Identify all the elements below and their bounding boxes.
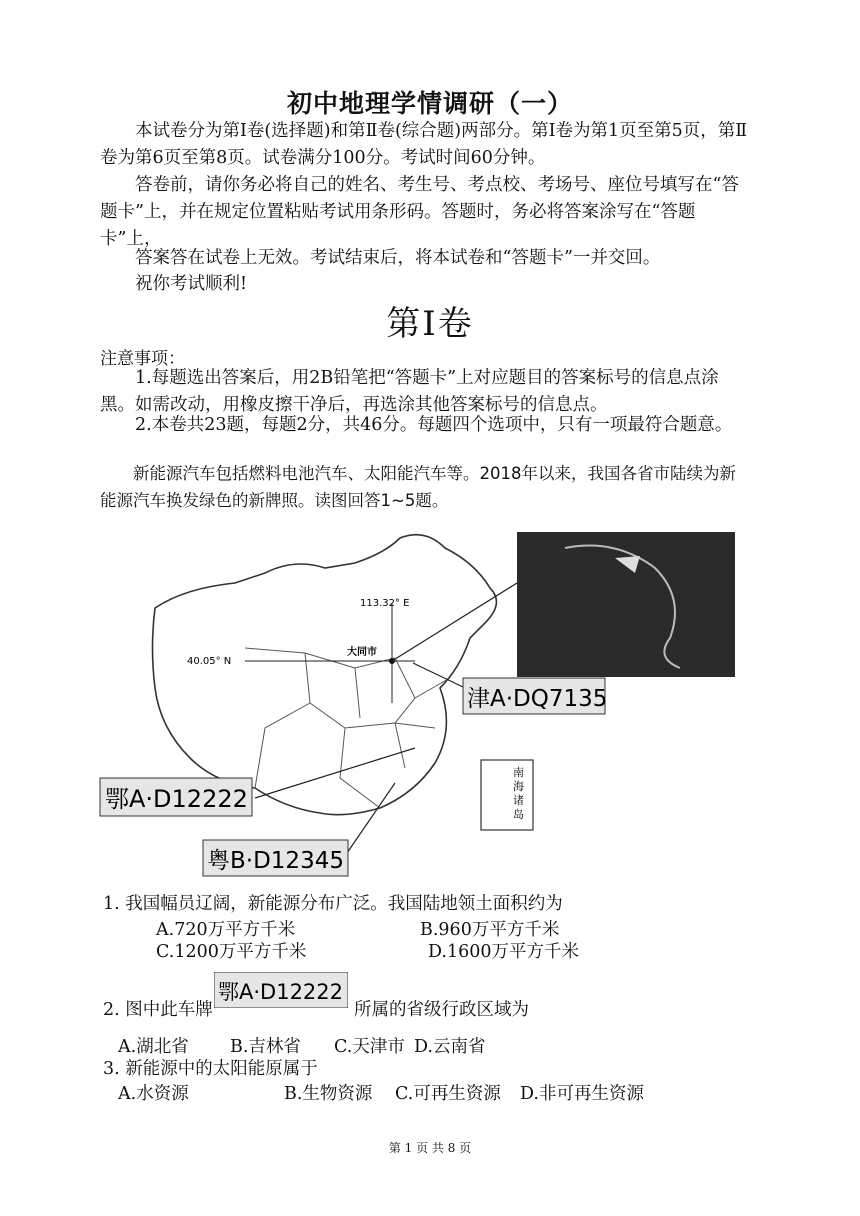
- plate-hubei-text: 鄂A·D12222: [105, 785, 248, 813]
- q3-option-b[interactable]: B.生物资源: [284, 1084, 373, 1104]
- question-2-plate-text: 鄂A·D12222: [218, 980, 344, 1004]
- inset-label-char-1: 南: [513, 766, 524, 779]
- china-map-figure: [95, 528, 735, 878]
- pointer-line: [392, 583, 517, 661]
- page-title: 初中地理学情调研（一）: [286, 89, 573, 118]
- inset-label-char-2: 海: [513, 780, 524, 793]
- intro-paragraph-2: 答卷前，请你务必将自己的姓名、考生号、考点校、考场号、座位号填写在“答题卡”上，并在规定位置粘贴考试用条形码。答题时，务必将答案涂写在“答题卡”上，: [100, 175, 739, 249]
- inset-label-char-3: 诸: [513, 794, 524, 807]
- q1-option-c[interactable]: C.1200万平方千米: [156, 942, 307, 962]
- province-boundaries: [245, 648, 450, 808]
- satellite-photo: [517, 532, 735, 677]
- volume-title: 第Ⅰ卷: [386, 304, 474, 344]
- pointer-line: [255, 748, 415, 798]
- note-1: 1.每题选出答案后，用2B铅笔把“答题卡”上对应题目的答案标号的信息点涂黑。如需改动，用橡皮擦干净后，再选涂其他答案标号的信息点。: [100, 368, 719, 415]
- page-footer: 第 1 页 共 8 页: [388, 1141, 472, 1155]
- q3-option-c[interactable]: C.可再生资源: [395, 1084, 501, 1104]
- q3-option-a[interactable]: A.水资源: [118, 1084, 189, 1104]
- q2-option-a[interactable]: A.湖北省: [118, 1037, 189, 1057]
- question-2-stem-prefix: 2. 图中此车牌: [103, 1000, 213, 1020]
- pointer-line: [347, 783, 395, 853]
- q2-option-d[interactable]: D.云南省: [414, 1037, 486, 1057]
- plate-tianjin-text: 津A·DQ7135: [467, 686, 608, 712]
- inset-label-char-4: 岛: [513, 808, 524, 821]
- q1-option-b[interactable]: B.960万平方千米: [420, 920, 560, 940]
- plate-guangdong: [203, 840, 348, 876]
- question-2-plate: [214, 972, 348, 1008]
- intro-paragraph-3: 答案答在试卷上无效。考试结束后，将本试卷和“答题卡”一并交回。: [135, 248, 661, 268]
- note-2: 2.本卷共23题，每题2分，共46分。每题四个选项中，只有一项最符合题意。: [135, 415, 733, 435]
- notes-heading: 注意事项：: [100, 349, 185, 369]
- plate-guangdong-text: 粤B·D12345: [207, 848, 344, 874]
- question-1-stem: 1. 我国幅员辽阔，新能源分布广泛。我国陆地领土面积约为: [103, 894, 563, 914]
- latitude-label: 40.05° N: [187, 656, 232, 667]
- q1-option-d[interactable]: D.1600万平方千米: [428, 942, 580, 962]
- city-label: 大同市: [347, 647, 377, 658]
- intro-paragraph-1: 本试卷分为第Ⅰ卷(选择题)和第Ⅱ卷(综合题)两部分。第Ⅰ卷为第1页至第5页，第Ⅱ卷为第6页至第8页。试卷满分100分。考试时间60分钟。: [100, 121, 748, 168]
- plate-hubei: [100, 778, 252, 816]
- china-outline: [153, 535, 497, 815]
- material-text: 新能源汽车包括燃料电池汽车、太阳能汽车等。2018年以来，我国各省市陆续为新能源汽车换发绿色的新牌照。读图回答1~5题。: [100, 464, 736, 510]
- question-3-stem: 3. 新能源中的太阳能原属于: [103, 1059, 318, 1079]
- plate-tianjin: [463, 678, 607, 714]
- q3-option-d[interactable]: D.非可再生资源: [520, 1084, 644, 1104]
- longitude-label: 113.32° E: [360, 598, 410, 609]
- q2-option-b[interactable]: B.吉林省: [230, 1037, 301, 1057]
- question-2-stem-suffix: 所属的省级行政区域为: [354, 1000, 529, 1020]
- q2-option-c[interactable]: C.天津市: [334, 1037, 405, 1057]
- intro-paragraph-4: 祝你考试顺利!: [135, 274, 248, 294]
- q1-option-a[interactable]: A.720万平方千米: [156, 920, 296, 940]
